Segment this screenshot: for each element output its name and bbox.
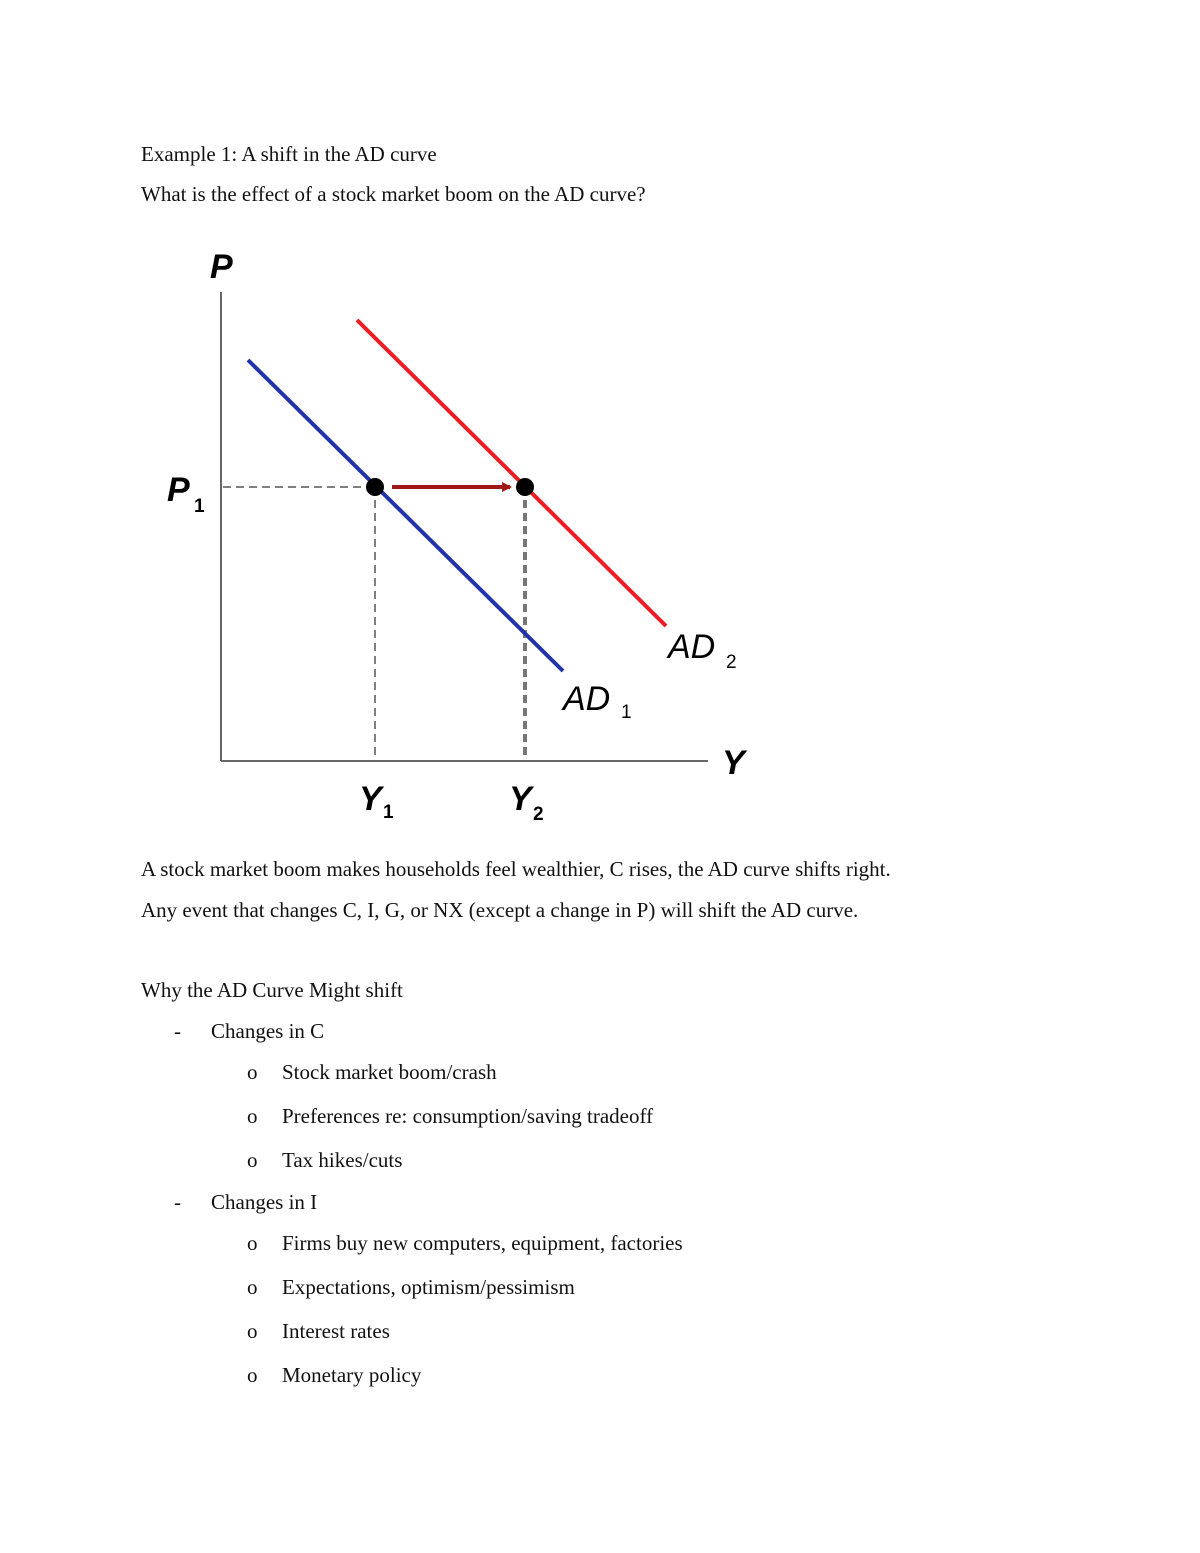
list-item: Stock market boom/crash: [282, 1060, 497, 1084]
changes-i-label: Changes in I: [211, 1190, 318, 1214]
changes-c-label: Changes in C: [211, 1019, 325, 1043]
y-axis-label: P: [210, 248, 233, 286]
equilibrium-point-1: [366, 478, 384, 496]
list-item: Interest rates: [282, 1319, 390, 1343]
explanation-paragraph-2: Any event that changes C, I, G, or NX (except a change in P) will shift the AD curve.: [141, 898, 859, 922]
bullet-marker: o: [247, 1148, 258, 1172]
question-text: What is the effect of a stock market boom on the AD curve?: [141, 182, 646, 206]
price-level-label: P: [167, 471, 190, 509]
list-item: Tax hikes/cuts: [282, 1148, 403, 1172]
list-item: Firms buy new computers, equipment, factories: [282, 1231, 683, 1255]
dash-marker: -: [174, 1019, 181, 1043]
ad2-curve: [357, 320, 666, 626]
bullet-marker: o: [247, 1319, 258, 1343]
list-item: Preferences re: consumption/saving tradeoff: [282, 1104, 654, 1128]
bullet-marker: o: [247, 1104, 258, 1128]
explanation-paragraph-1: A stock market boom makes households feel wealthier, C rises, the AD curve shifts right.: [141, 857, 891, 881]
dash-marker: -: [174, 1190, 181, 1214]
list-item: Expectations, optimism/pessimism: [282, 1275, 575, 1299]
bullet-marker: o: [247, 1363, 258, 1387]
ad1-sub: 1: [621, 702, 632, 723]
price-level-sub: 1: [194, 496, 205, 517]
x-axis-label: Y: [722, 744, 745, 782]
example-title: Example 1: A shift in the AD curve: [141, 142, 437, 166]
y2-label: Y: [509, 780, 532, 818]
ad1-curve: [248, 360, 563, 671]
y1-sub: 1: [383, 802, 394, 823]
why-heading: Why the AD Curve Might shift: [141, 978, 403, 1002]
list-item: Monetary policy: [282, 1363, 422, 1387]
bullet-marker: o: [247, 1060, 258, 1084]
ad2-label: AD: [668, 628, 716, 666]
y2-sub: 2: [533, 804, 544, 825]
ad2-sub: 2: [726, 652, 737, 673]
bullet-marker: o: [247, 1275, 258, 1299]
bullet-marker: o: [247, 1231, 258, 1255]
y1-label: Y: [359, 780, 382, 818]
equilibrium-point-2: [516, 478, 534, 496]
ad1-label: AD: [563, 680, 611, 718]
